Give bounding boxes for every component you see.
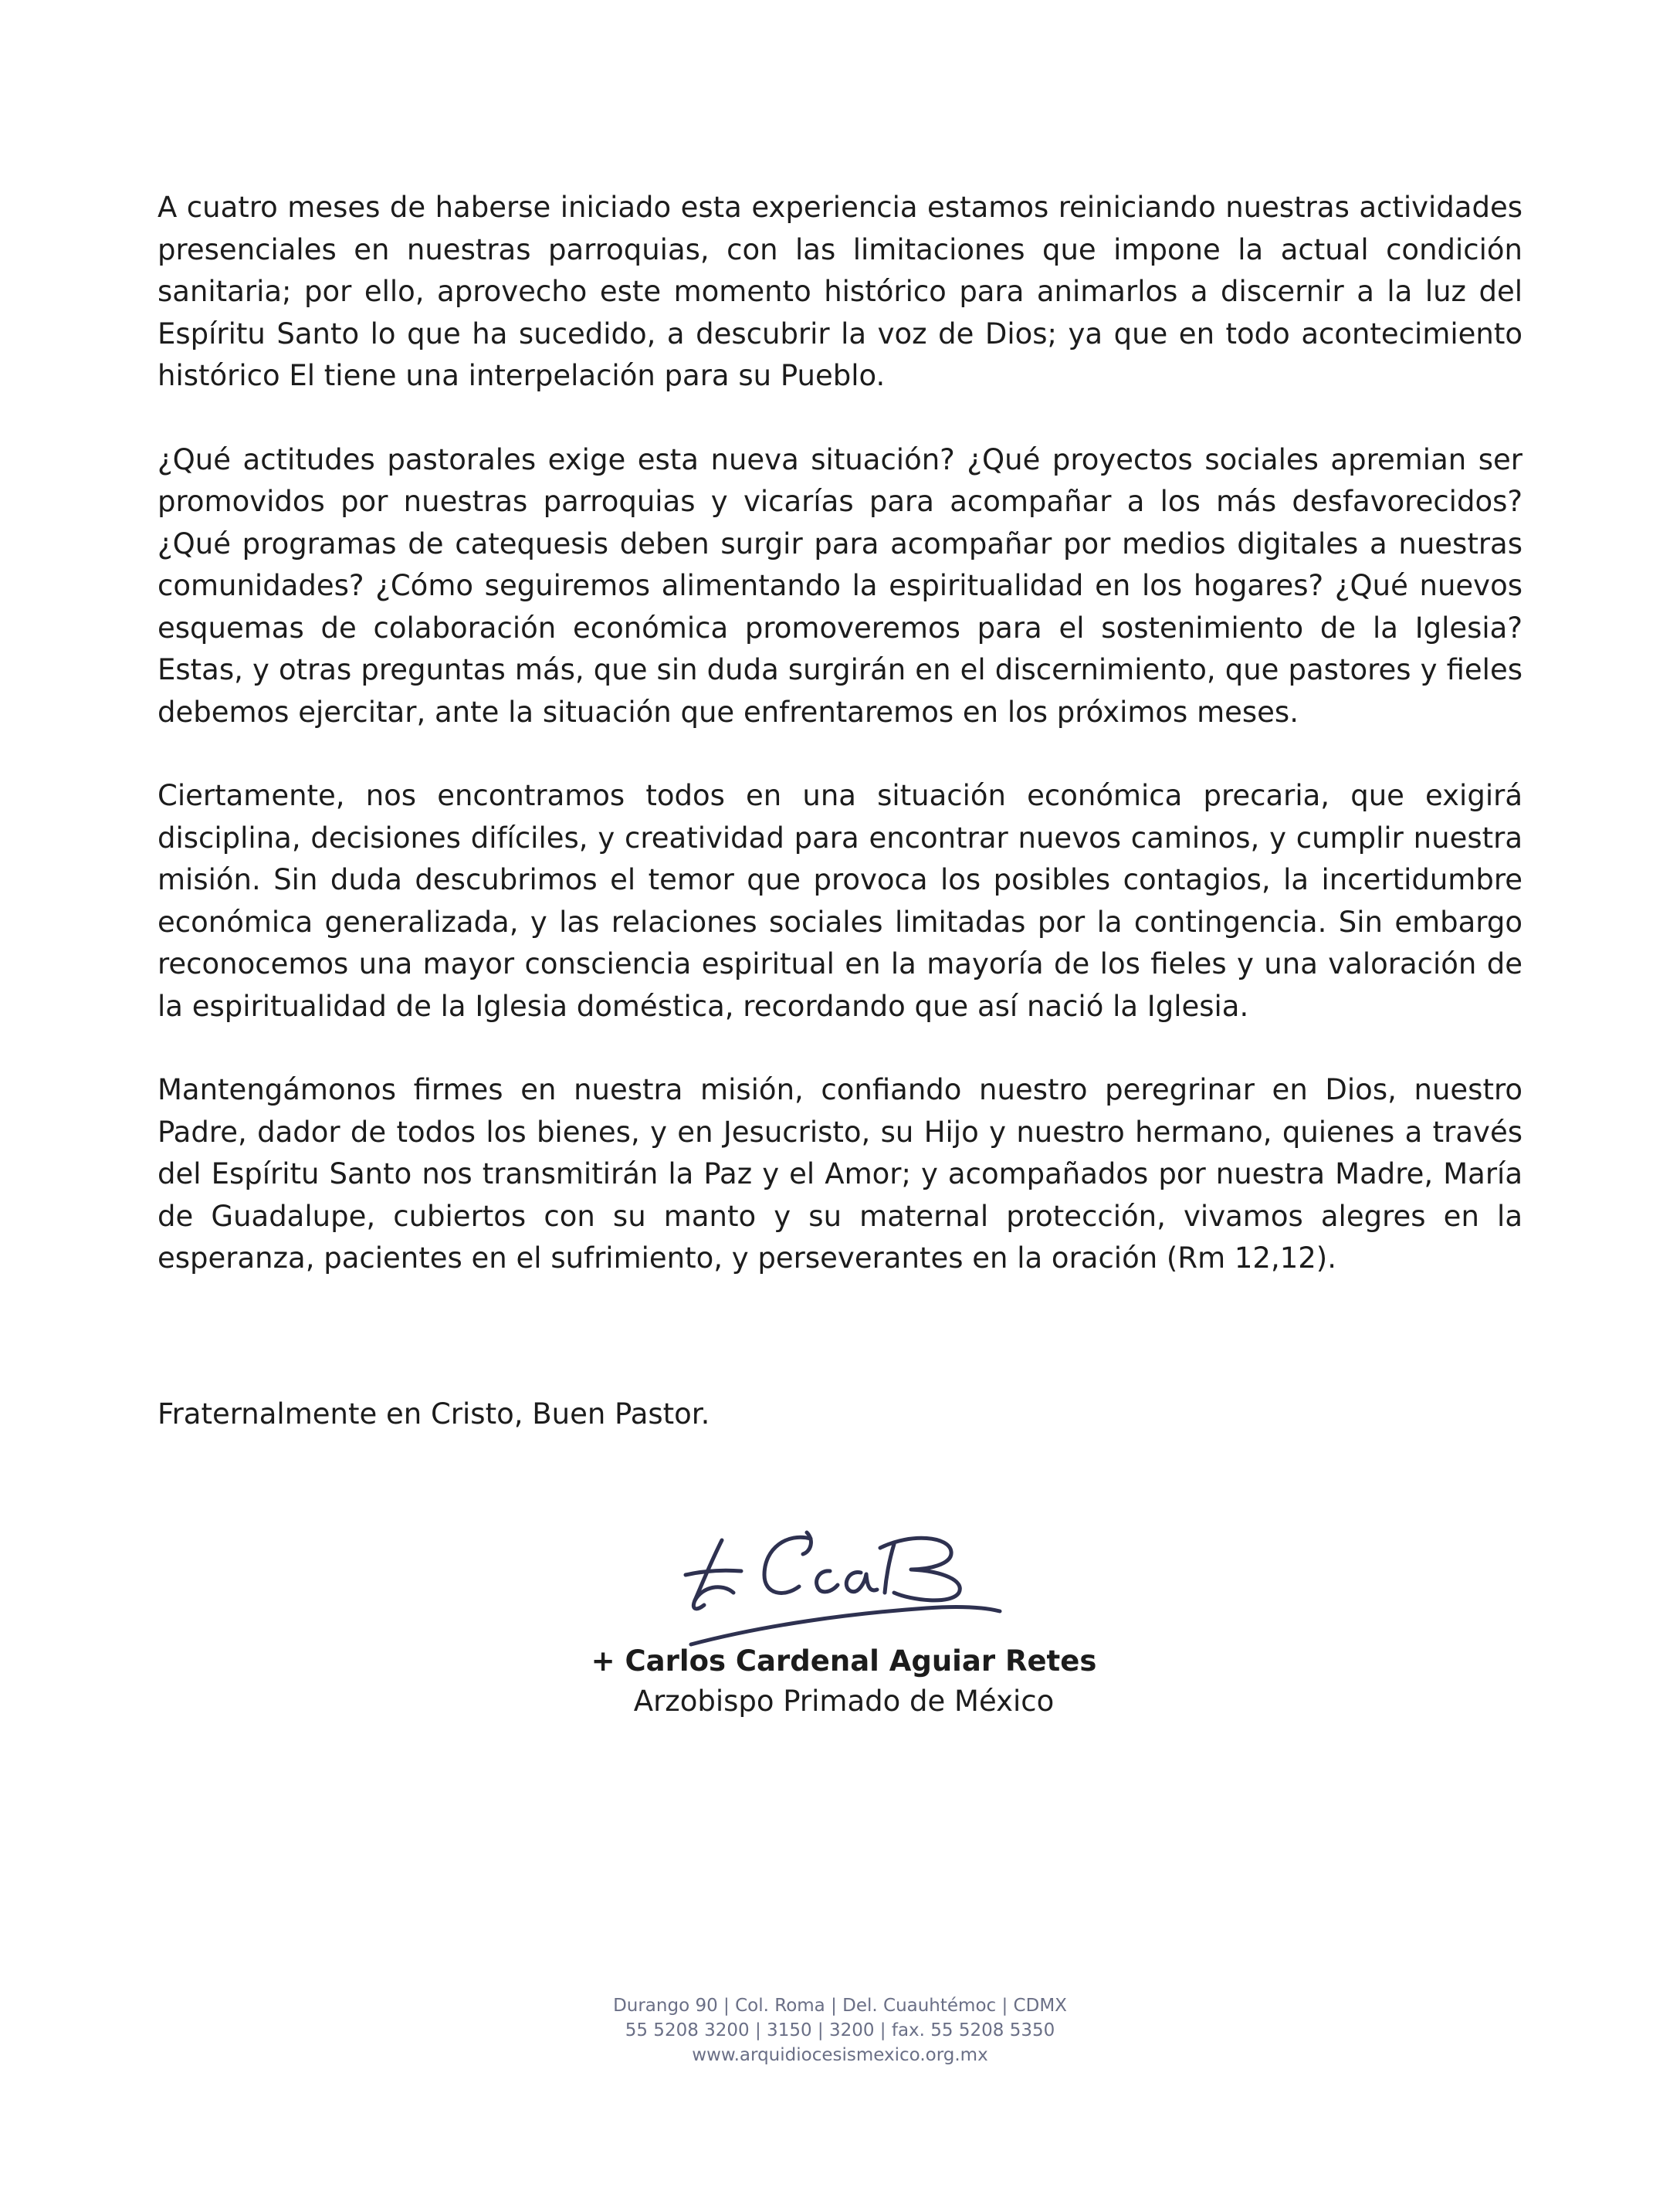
paragraph-1: A cuatro meses de haberse iniciado esta experiencia estamos reiniciando nuestras actividades presenciales en nuestras parroquias, con las limitaciones que impone la actual condición sanitaria; por ello, aprovecho este momento histórico para animarlos a discernir a la luz del Espíritu Santo lo que ha sucedido, a descubrir la voz de Dios; ya que en todo acontecimiento histórico El tiene una interpelación para su Pueblo. — [158, 191, 1522, 392]
signer-name: + Carlos Cardenal Aguiar Retes — [591, 1644, 1097, 1678]
footer — [0, 1993, 1680, 2067]
closing-line: Fraternalmente en Cristo, Buen Pastor. — [158, 1397, 710, 1431]
paragraph-4: Mantengámonos firmes en nuestra misión, confiando nuestro peregrinar en Dios, nuestro Padre, dador de todos los bienes, y en Jesucristo, su Hijo y nuestro hermano, quienes a través del Espíritu Santo nos transmitirán la Paz y el Amor; y acompañados por nuestra Madre, María de Guadalupe, cubiertos con su manto y su maternal protección, vivamos alegres en la esperanza, pacientes en el sufrimiento, y perseverantes en la oración (Rm 12,12). — [158, 1073, 1522, 1275]
signer-title: Arzobispo Primado de México — [633, 1685, 1055, 1718]
footer-phones: 55 5208 3200 | 3150 | 3200 | fax. 55 5208 5350 — [625, 2020, 1055, 2040]
paragraph-2: ¿Qué actitudes pastorales exige esta nueva situación? ¿Qué proyectos sociales apremian ser promovidos por nuestras parroquias y vicarías para acompañar a los más desfavorecidos? ¿Qué programas de catequesis deben surgir para acompañar por medios digitales a nuestras comunidades? ¿Cómo seguiremos alimentando la espiritualidad en los hogares? ¿Qué nuevos esquemas de colaboración económica promoveremos para el sostenimiento de la Iglesia? Estas, y otras preguntas más, que sin duda surgirán en el discernimiento, que pastores y fieles debemos ejercitar, ante la situación que enfrentaremos en los próximos meses. — [158, 442, 1522, 729]
paragraph-3: Ciertamente, nos encontramos todos en una situación económica precaria, que exigirá disciplina, decisiones difíciles, y creatividad para encontrar nuevos caminos, y cumplir nuestra misión. Sin duda descubrimos el temor que provoca los posibles contagios, la incertidumbre económica generalizada, y las relaciones sociales limitadas por la contingencia. Sin embargo reconocemos una mayor consciencia espiritual en la mayoría de los fieles y una valoración de la espiritualidad de la Iglesia doméstica, recordando que así nació la Iglesia. — [158, 779, 1522, 1023]
letter-body — [158, 187, 1522, 1322]
footer-address: Durango 90 | Col. Roma | Del. Cuauhtémoc | CDMX — [613, 1996, 1067, 2016]
footer-website[interactable]: www.arquidiocesismexico.org.mx — [692, 2045, 988, 2065]
handwritten-signature — [649, 1509, 1035, 1656]
